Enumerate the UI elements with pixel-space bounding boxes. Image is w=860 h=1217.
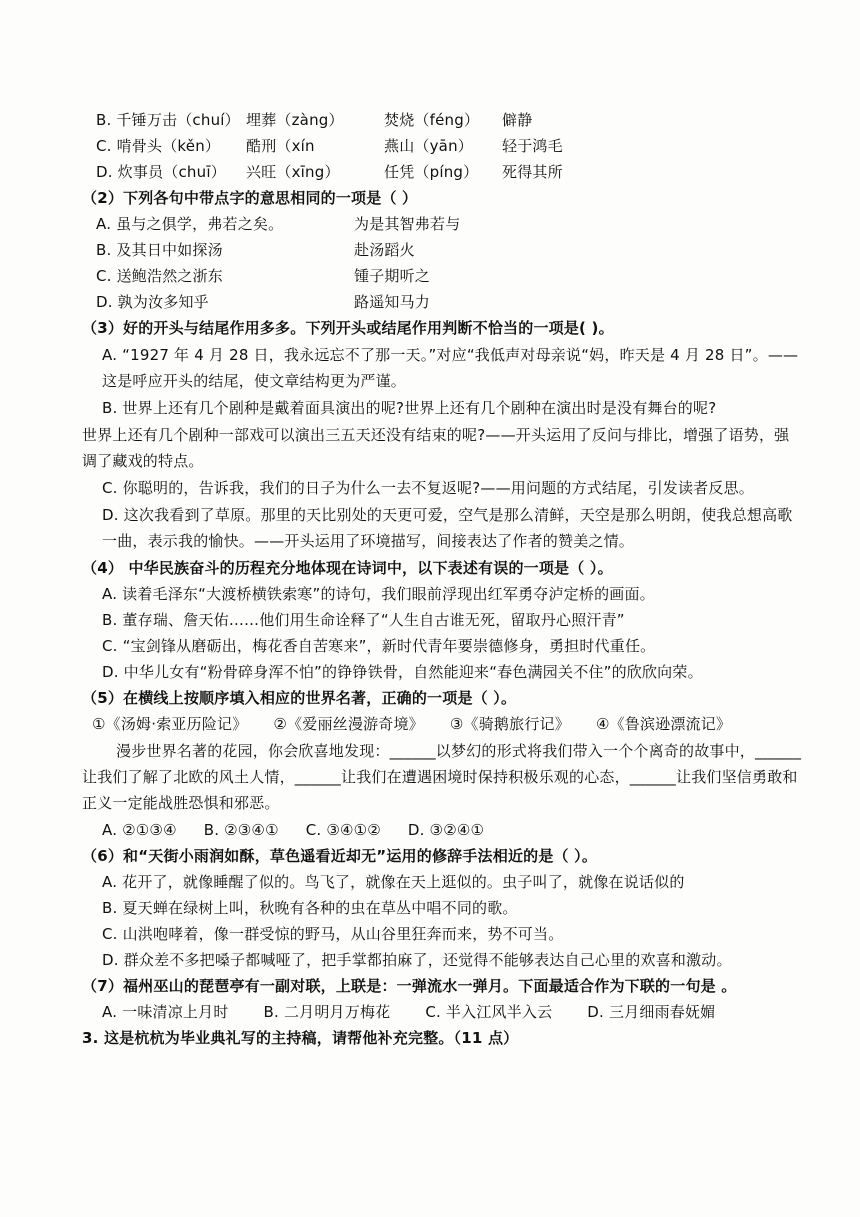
q3-option-b-line2: 世界上还有几个剧种一部戏可以演出三五天还没有结束的呢?——开头运用了反问与排比，增强了语势，强调了藏戏的特点。 bbox=[82, 426, 790, 470]
section3-stem: 3. 这是杭杭为毕业典礼写的主持稿，请帮他补充完整。（11 点） bbox=[82, 1029, 519, 1047]
q2-a-left: A. 虽与之俱学，弗若之矣。 bbox=[96, 215, 284, 233]
q5-options bbox=[82, 818, 802, 844]
q2-c-right: 锺子期听之 bbox=[354, 267, 431, 285]
q3-stem: （3）好的开头与结尾作用多多。下列开头或结尾作用判断不恰当的一项是( )。 bbox=[82, 319, 614, 337]
q4-stem: （4） 中华民族奋斗的历程充分地体现在诗词中，以下表述有误的一项是（ ）。 bbox=[82, 559, 613, 577]
q1-d-col3: 任凭（píng） bbox=[384, 163, 479, 181]
q1-c-col1: C. 啃骨头（kěn） bbox=[96, 137, 221, 155]
q1-option-d bbox=[82, 160, 802, 186]
q5-stem: （5）在横线上按顺序填入相应的世界名著，正确的一项是（ ）。 bbox=[82, 689, 517, 707]
q4-option-c: C. “宝剑锋从磨砺出，梅花香自苦寒来”，新时代青年要崇德修身，勇担时代重任。 bbox=[102, 637, 656, 655]
q5-passage: 漫步世界名著的花园，你会欣喜地发现：______以梦幻的形式将我们带入一个个离奇的故事中，______让我们了解了北欧的风土人情，______让我们在遭遇困境时保持积极乐观的心态，______让我们坚信勇敢和正义一定能战胜恐惧和邪恶。 bbox=[82, 742, 802, 812]
q1-option-b bbox=[82, 108, 802, 134]
q7-options bbox=[82, 1000, 802, 1026]
q7-option-d: D. 三月细雨春妩媚 bbox=[587, 1003, 716, 1021]
q4-option-b: B. 董存瑞、詹天佑……他们用生命诠释了“人生自古谁无死，留取丹心照汗青” bbox=[102, 611, 625, 629]
q2-stem: （2）下列各句中带点字的意思相同的一项是（ ） bbox=[82, 189, 418, 207]
q5-book-2: ②《爱丽丝漫游奇境》 bbox=[273, 715, 424, 733]
q6-option-a: A. 花开了，就像睡醒了似的。鸟飞了，就像在天上逛似的。虫子叫了，就像在说话似的 bbox=[102, 873, 685, 891]
q2-d-left: D. 孰为汝多知乎 bbox=[96, 293, 209, 311]
q7-option-a: A. 一味清凉上月时 bbox=[102, 1003, 229, 1021]
q3-option-c: C. 你聪明的，告诉我，我们的日子为什么一去不复返呢?——用问题的方式结尾，引发读者反思。 bbox=[102, 479, 754, 497]
q2-a-right: 为是其智弗若与 bbox=[354, 215, 461, 233]
q1-b-col4: 僻静 bbox=[502, 111, 533, 129]
q4-option-a: A. 读着毛泽东“大渡桥横铁索寒”的诗句，我们眼前浮现出红军勇夺泸定桥的画面。 bbox=[102, 585, 655, 603]
q5-option-c: C. ③④①② bbox=[305, 821, 381, 839]
q2-c-left: C. 送鲍浩然之浙东 bbox=[96, 267, 224, 285]
q5-book-list bbox=[82, 712, 802, 738]
exam-content bbox=[82, 108, 802, 1052]
q3-option-a: A. “1927 年 4 月 28 日，我永远忘不了那一天。”对应“我低声对母亲说“妈，昨天是 4 月 28 日”。——这是呼应开头的结尾，使文章结构更为严谨。 bbox=[102, 346, 799, 390]
q6-option-c: C. 山洪咆哮着，像一群受惊的野马，从山谷里狂奔而来，势不可当。 bbox=[102, 925, 564, 943]
q7-stem: （7）福州巫山的琵琶亭有一副对联，上联是：一弹流水一弹月。下面最适合作为下联的一句是 。 bbox=[82, 977, 737, 995]
q5-book-4: ④《鲁滨逊漂流记》 bbox=[595, 715, 732, 733]
q3-option-d: D. 这次我看到了草原。那里的天比别处的天更可爱，空气是那么清鲜，天空是那么明朗，使我总想高歌一曲，表示我的愉快。——开头运用了环境描写，间接表达了作者的赞美之情。 bbox=[102, 506, 793, 550]
q6-stem: （6）和“天街小雨润如酥，草色遥看近却无”运用的修辞手法相近的是（ ）。 bbox=[82, 847, 598, 865]
q5-book-1: ①《汤姆·索亚历险记》 bbox=[92, 715, 248, 733]
q2-pair-b bbox=[82, 238, 802, 264]
q1-c-col4: 轻于鸿毛 bbox=[502, 137, 563, 155]
q1-option-c bbox=[82, 134, 802, 160]
q6-option-d: D. 群众差不多把嗓子都喊哑了，把手掌都拍麻了，还觉得不能够表达自己心里的欢喜和激动。 bbox=[102, 951, 732, 969]
q2-pair-c bbox=[82, 264, 802, 290]
q1-d-col2: 兴旺（xīng） bbox=[246, 163, 340, 181]
q2-b-right: 赴汤蹈火 bbox=[354, 241, 415, 259]
q1-b-col3: 焚烧（féng） bbox=[384, 111, 480, 129]
q7-option-b: B. 二月明月万梅花 bbox=[263, 1003, 391, 1021]
q1-b-col2: 埋葬（zàng） bbox=[246, 111, 344, 129]
q1-d-col4: 死得其所 bbox=[502, 163, 563, 181]
q1-b-col1: B. 千锤万击（chuí） bbox=[96, 111, 240, 129]
q3-option-b-line1: B. 世界上还有几个剧种是戴着面具演出的呢?世界上还有几个剧种在演出时是没有舞台的呢? bbox=[102, 399, 717, 417]
q1-c-col2: 酷刑（xín bbox=[246, 137, 315, 155]
q6-option-b: B. 夏天蝉在绿树上叫，秋晚有各种的虫在草丛中唱不同的歌。 bbox=[102, 899, 518, 917]
q1-c-col3: 燕山（yān） bbox=[384, 137, 473, 155]
q5-option-d: D. ③②④① bbox=[407, 821, 485, 839]
q4-option-d: D. 中华儿女有“粉骨碎身浑不怕”的铮铮铁骨，自然能迎来“春色满园关不住”的欣欣向荣。 bbox=[102, 663, 703, 681]
q2-pair-d bbox=[82, 290, 802, 316]
q2-d-right: 路遥知马力 bbox=[354, 293, 431, 311]
q2-pair-a bbox=[82, 212, 802, 238]
q5-option-a: A. ②①③④ bbox=[102, 821, 177, 839]
q5-option-b: B. ②③④① bbox=[203, 821, 279, 839]
q5-book-3: ③《骑鹅旅行记》 bbox=[449, 715, 570, 733]
q1-d-col1: D. 炊事员（chuī） bbox=[96, 163, 226, 181]
q2-b-left: B. 及其日中如探汤 bbox=[96, 241, 223, 259]
q7-option-c: C. 半入江风半入云 bbox=[425, 1003, 553, 1021]
